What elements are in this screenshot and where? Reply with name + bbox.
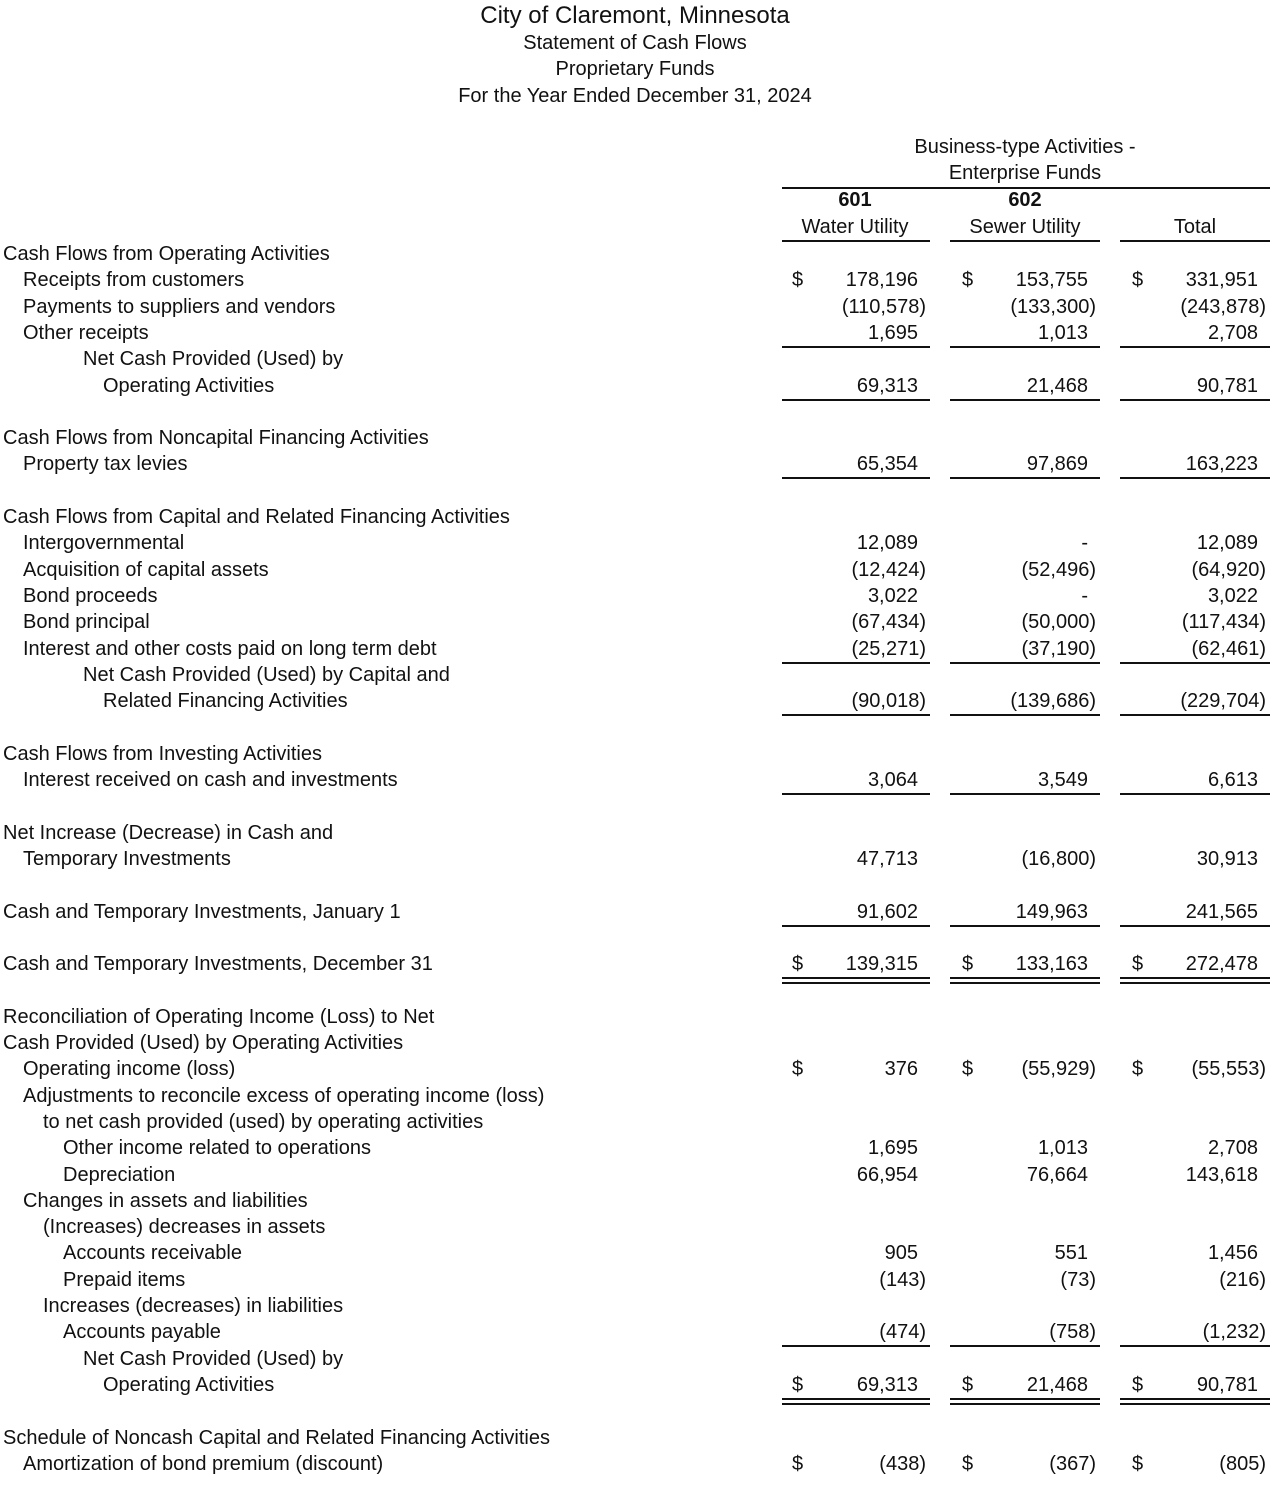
dollar-sign: $ — [792, 1373, 804, 1396]
dollar-sign: $ — [962, 1373, 974, 1396]
amount-col3: 30,913 — [1196, 847, 1258, 870]
statement-row — [0, 557, 1274, 583]
statement-row — [0, 1346, 1274, 1372]
amount-col1: 12,089 — [856, 532, 918, 555]
amount-col1: 376 — [884, 1058, 918, 1081]
row-label: Operating Activities — [103, 1373, 275, 1396]
amount-col3: 12,089 — [1196, 532, 1258, 555]
period-title: For the Year Ended December 31, 2024 — [458, 85, 812, 107]
spacer-row — [0, 793, 1274, 819]
row-label: Other income related to operations — [63, 1137, 371, 1160]
col2-name: Sewer Utility — [969, 216, 1081, 238]
row-label: Depreciation — [63, 1163, 176, 1186]
amount-col2: (50,000) — [1021, 611, 1096, 634]
row-label: Property tax levies — [23, 453, 188, 476]
row-label: Cash Provided (Used) by Operating Activities — [3, 1032, 404, 1054]
statement-row — [0, 741, 1274, 767]
statement-row — [0, 1004, 1274, 1030]
statement-row — [0, 346, 1274, 372]
statement-row — [0, 451, 1274, 477]
dollar-sign: $ — [962, 1058, 974, 1081]
statement-row — [0, 504, 1274, 530]
statement-row — [0, 294, 1274, 320]
amount-col3: 6,613 — [1207, 769, 1258, 791]
amount-col2: (133,300) — [1010, 295, 1096, 318]
spacer-row — [0, 925, 1274, 951]
amount-col3: (62,461) — [1191, 637, 1266, 660]
amount-col1: (12,424) — [851, 558, 926, 581]
amount-col2: (139,686) — [1010, 690, 1096, 713]
amount-col2: 133,163 — [1015, 953, 1088, 976]
amount-col1: 3,022 — [867, 584, 918, 607]
amount-col2: 21,468 — [1026, 1373, 1088, 1396]
statement-row — [0, 1188, 1274, 1214]
amount-col2: 1,013 — [1037, 321, 1088, 344]
amount-col3: (117,434) — [1181, 611, 1266, 634]
amount-col2: 76,664 — [1026, 1163, 1088, 1186]
amount-col3: 2,708 — [1207, 321, 1258, 344]
dollar-sign: $ — [1132, 1373, 1144, 1396]
statement-row — [0, 1293, 1274, 1319]
amount-col2: - — [1081, 532, 1088, 555]
row-label: Accounts payable — [63, 1321, 221, 1344]
amount-col3: (243,878) — [1180, 295, 1266, 318]
spacer-row — [0, 714, 1274, 740]
amount-col1: 178,196 — [845, 269, 918, 292]
amount-col2: (16,800) — [1021, 847, 1096, 870]
dollar-sign: $ — [962, 269, 974, 292]
amount-col2: 149,963 — [1015, 900, 1088, 923]
amount-col3: 241,565 — [1185, 900, 1258, 923]
statement-title: Statement of Cash Flows — [523, 32, 747, 54]
column-group-heading-line2: Enterprise Funds — [948, 162, 1102, 184]
col1-number: 601 — [838, 189, 872, 211]
amount-col3: 163,223 — [1185, 453, 1258, 476]
row-label: Operating income (loss) — [23, 1058, 236, 1081]
amount-col3: 1,456 — [1207, 1242, 1258, 1265]
amount-col1: 69,313 — [856, 1373, 918, 1396]
amount-col2: (758) — [1049, 1321, 1096, 1344]
statement-row — [0, 688, 1274, 714]
amount-col1: 69,313 — [856, 374, 918, 397]
statement-row — [0, 609, 1274, 635]
row-label: Amortization of bond premium (discount) — [23, 1452, 384, 1475]
dollar-sign: $ — [1132, 269, 1144, 292]
statement-row — [0, 1451, 1274, 1477]
row-label: Schedule of Noncash Capital and Related Financing Activities — [3, 1426, 550, 1449]
amount-col3: 272,478 — [1185, 953, 1258, 976]
amount-col1: 91,602 — [856, 900, 918, 923]
amount-col2: 1,013 — [1037, 1137, 1088, 1160]
statement-row — [0, 820, 1274, 846]
amount-col1: (110,578) — [841, 295, 926, 318]
amount-col1: (474) — [879, 1321, 926, 1344]
statement-row — [0, 846, 1274, 872]
amount-col3: (216) — [1219, 1268, 1266, 1291]
statement-row — [0, 373, 1274, 399]
statement-row — [0, 1083, 1274, 1109]
amount-col2: 551 — [1054, 1242, 1088, 1265]
amount-col1: 65,354 — [856, 453, 918, 476]
amount-col2: (52,496) — [1021, 558, 1096, 581]
row-label: (Increases) decreases in assets — [43, 1216, 326, 1239]
amount-col1: (438) — [879, 1452, 926, 1475]
amount-col3: 90,781 — [1196, 1373, 1258, 1396]
row-label: Net Increase (Decrease) in Cash and — [3, 821, 334, 844]
row-label: Changes in assets and liabilities — [23, 1189, 308, 1212]
dollar-sign: $ — [1132, 953, 1144, 976]
dollar-sign: $ — [1132, 1452, 1144, 1475]
statement-row — [0, 1267, 1274, 1293]
amount-col2: (55,929) — [1021, 1058, 1096, 1081]
dollar-sign: $ — [792, 1058, 804, 1081]
col3-name: Total — [1173, 216, 1217, 238]
spacer-row — [0, 977, 1274, 1003]
amount-col1: (25,271) — [851, 637, 926, 660]
statement-row — [0, 767, 1274, 793]
statement-row — [0, 1162, 1274, 1188]
statement-row — [0, 1056, 1274, 1082]
statement-row — [0, 1135, 1274, 1161]
amount-col2: (73) — [1060, 1268, 1096, 1291]
amount-col2: - — [1081, 584, 1088, 607]
statement-row — [0, 1030, 1274, 1056]
statement-row — [0, 1319, 1274, 1345]
row-label: Payments to suppliers and vendors — [23, 295, 336, 318]
statement-row — [0, 1372, 1274, 1398]
row-label: Receipts from customers — [23, 269, 245, 292]
amount-col1: 139,315 — [845, 953, 918, 976]
statement-row — [0, 951, 1274, 977]
row-label: Cash Flows from Operating Activities — [3, 243, 330, 265]
row-label: Accounts receivable — [63, 1242, 242, 1265]
amount-col1: 66,954 — [856, 1163, 918, 1186]
row-label: Interest received on cash and investments — [23, 769, 398, 791]
row-label: Other receipts — [23, 321, 149, 344]
row-label: Net Cash Provided (Used) by — [83, 348, 344, 371]
amount-col3: 2,708 — [1207, 1137, 1258, 1160]
amount-col1: (143) — [879, 1268, 926, 1291]
statement-row — [0, 1214, 1274, 1240]
statement-row — [0, 1109, 1274, 1135]
dollar-sign: $ — [962, 1452, 974, 1475]
row-label: Cash Flows from Capital and Related Financing Activities — [3, 506, 510, 528]
statement-row — [0, 425, 1274, 451]
row-label: Adjustments to reconcile excess of operating income (loss) — [23, 1084, 545, 1107]
row-label: Operating Activities — [103, 374, 275, 397]
amount-col2: (367) — [1049, 1452, 1096, 1475]
amount-col2: 97,869 — [1026, 453, 1088, 476]
amount-col1: 905 — [884, 1242, 918, 1265]
fund-type-title: Proprietary Funds — [555, 58, 715, 80]
amount-col1: 1,695 — [867, 321, 918, 344]
amount-col1: 3,064 — [867, 769, 918, 791]
amount-col3: (55,553) — [1191, 1058, 1266, 1081]
amount-col3: 331,951 — [1185, 269, 1258, 292]
statement-row — [0, 662, 1274, 688]
row-label: Cash and Temporary Investments, December 31 — [3, 953, 433, 976]
amount-col2: 21,468 — [1026, 374, 1088, 397]
amount-col3: (1,232) — [1202, 1321, 1266, 1344]
statement-row — [0, 899, 1274, 925]
dollar-sign: $ — [1132, 1058, 1144, 1081]
dollar-sign: $ — [792, 269, 804, 292]
amount-col3: (229,704) — [1180, 690, 1266, 713]
spacer-row — [0, 478, 1274, 504]
amount-col2: (37,190) — [1021, 637, 1096, 660]
statement-row — [0, 583, 1274, 609]
statement-row — [0, 1425, 1274, 1451]
row-label: Increases (decreases) in liabilities — [43, 1295, 344, 1317]
statement-row — [0, 1240, 1274, 1266]
row-label: to net cash provided (used) by operating activities — [43, 1110, 484, 1133]
row-label: Cash Flows from Noncapital Financing Activities — [3, 427, 429, 450]
column-group-heading-line1: Business-type Activities - — [914, 136, 1136, 158]
row-label: Bond principal — [23, 611, 150, 634]
amount-col1: (67,434) — [851, 611, 926, 634]
row-label: Temporary Investments — [23, 847, 231, 870]
row-label: Reconciliation of Operating Income (Loss) to Net — [3, 1005, 435, 1028]
row-label: Related Financing Activities — [103, 690, 348, 713]
row-label: Net Cash Provided (Used) by — [83, 1347, 344, 1370]
row-label: Intergovernmental — [23, 532, 185, 555]
spacer-row — [0, 1398, 1274, 1424]
dollar-sign: $ — [962, 953, 974, 976]
row-label: Interest and other costs paid on long term debt — [23, 637, 437, 660]
row-label: Cash Flows from Investing Activities — [3, 742, 322, 765]
amount-col1: 1,695 — [867, 1137, 918, 1160]
amount-col3: 143,618 — [1185, 1163, 1258, 1186]
statement-row — [0, 530, 1274, 556]
amount-col2: 3,549 — [1037, 769, 1088, 791]
entity-title: City of Claremont, Minnesota — [480, 2, 790, 29]
spacer-row — [0, 399, 1274, 425]
col1-name: Water Utility — [801, 216, 909, 238]
row-label: Cash and Temporary Investments, January 1 — [3, 900, 401, 923]
amount-col2: 153,755 — [1015, 269, 1088, 292]
dollar-sign: $ — [792, 1452, 804, 1475]
amount-col3: (805) — [1219, 1452, 1266, 1475]
statement-row — [0, 636, 1274, 662]
amount-col3: (64,920) — [1191, 558, 1266, 581]
statement-row — [0, 320, 1274, 346]
row-label: Acquisition of capital assets — [23, 558, 269, 581]
spacer-row — [0, 872, 1274, 898]
amount-col3: 3,022 — [1207, 584, 1258, 607]
col2-number: 602 — [1008, 189, 1042, 211]
row-label: Bond proceeds — [23, 584, 158, 607]
dollar-sign: $ — [792, 953, 804, 976]
amount-col1: (90,018) — [851, 690, 926, 713]
row-label: Net Cash Provided (Used) by Capital and — [83, 663, 450, 686]
amount-col3: 90,781 — [1196, 374, 1258, 397]
amount-col1: 47,713 — [856, 847, 918, 870]
statement-row — [0, 241, 1274, 267]
row-label: Prepaid items — [63, 1268, 186, 1291]
statement-row — [0, 267, 1274, 293]
